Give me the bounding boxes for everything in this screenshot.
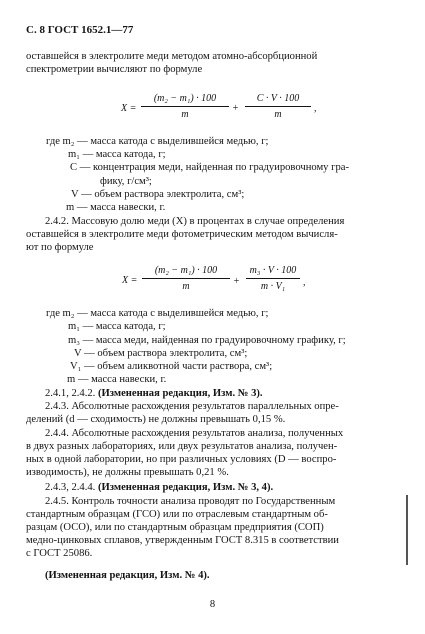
text-line: изводимость), не должны превышать 0,21 %. bbox=[26, 467, 229, 478]
amendment-label: (Измененная редакция, Изм. № 3, 4). bbox=[97, 482, 274, 493]
definition-item: V — объем раствора электролита, см³; bbox=[71, 189, 245, 200]
formula-denominator: m bbox=[274, 109, 282, 120]
text-line: 2.4.4. Абсолютные расхождения результатов анализа, полученных bbox=[45, 428, 344, 439]
page-number: 8 bbox=[209, 599, 216, 610]
formula-numerator: (m₂ − m₁) · 100 bbox=[153, 93, 217, 104]
formula-numerator: m₃ · V · 100 bbox=[249, 265, 297, 276]
formula-plus: + bbox=[233, 276, 240, 287]
text-line: делений (d — сходимость) не должны превышать 0,15 %. bbox=[26, 414, 286, 425]
text-line: медно-цинковых сплавов, утвержденным ГОСТ 8.315 в соответствии bbox=[26, 535, 339, 546]
formula-lhs: X = bbox=[122, 275, 138, 286]
page-header: С. 8 ГОСТ 1652.1—77 bbox=[26, 24, 134, 36]
paragraph-2-4-5 bbox=[26, 495, 402, 560]
formula-numerator: (m₂ − m₁) · 100 bbox=[154, 265, 218, 276]
definition-item: m₁ — масса катода, г; bbox=[68, 321, 166, 332]
formula-comma: , bbox=[314, 103, 317, 114]
formula-lhs: X = bbox=[121, 103, 137, 114]
text-line: ют по формуле bbox=[26, 242, 94, 253]
definition-item: m₁ — масса катода, г; bbox=[68, 149, 166, 160]
formula-comma: , bbox=[303, 277, 306, 288]
amendment-label: (Измененная редакция, Изм. № 3). bbox=[97, 388, 263, 399]
formula-numerator: C · V · 100 bbox=[256, 93, 300, 104]
text-line: спектрометрии вычисляют по формуле bbox=[26, 64, 203, 75]
amendment-note: (Измененная редакция, Изм. № 4). bbox=[45, 570, 210, 581]
text-line: 2.4.5. Контроль точности анализа проводят по Государственным bbox=[45, 496, 336, 507]
fraction-line bbox=[245, 106, 311, 107]
text-line: с ГОСТ 25086. bbox=[26, 548, 93, 559]
text-line: разцам (ОСО), или по стандартным образцам предприятия (СОП) bbox=[26, 522, 324, 533]
text-line: ных в одной лаборатории, но при различных условиях (D — воспро- bbox=[26, 454, 337, 465]
amendment-note bbox=[26, 481, 402, 494]
fraction-line bbox=[142, 278, 230, 279]
paragraph-intro bbox=[26, 50, 402, 76]
definition-item: где m₂ — масса катода с выделившейся медью, г; bbox=[46, 308, 269, 319]
definition-item: m — масса навески, г. bbox=[67, 374, 167, 385]
definition-item: m₃ — масса меди, найденная по градуировочному графику, г; bbox=[68, 335, 346, 346]
definition-item: C — концентрация меди, найденная по градуировочному гра- bbox=[70, 162, 349, 173]
text-line: 2.4.3. Абсолютные расхождения результатов параллельных опре- bbox=[45, 401, 339, 412]
revision-bar bbox=[406, 495, 408, 565]
section-reference: 2.4.3, 2.4.4. bbox=[45, 482, 96, 493]
amendment-note bbox=[26, 387, 402, 400]
definition-item: фику, г/см³; bbox=[100, 176, 152, 187]
definition-item: где m₂ — масса катода с выделившейся медью, г; bbox=[46, 136, 269, 147]
paragraph-2-4-2 bbox=[26, 215, 402, 254]
formula-denominator: m · V₁ bbox=[260, 281, 286, 292]
text-line: стандартным образцам (ГСО) или по отраслевым стандартным об- bbox=[26, 509, 328, 520]
definition-item: m — масса навески, г. bbox=[66, 202, 166, 213]
definition-item: V₁ — объем аликвотной части раствора, см³; bbox=[70, 361, 273, 372]
text-line: оставшейся в электролите меди методом атомно-абсорбционной bbox=[26, 51, 318, 62]
formula-denominator: m bbox=[182, 281, 190, 292]
section-reference: 2.4.1, 2.4.2. bbox=[45, 388, 96, 399]
fraction-line bbox=[141, 106, 229, 107]
paragraph-2-4-3 bbox=[26, 400, 402, 426]
paragraph-2-4-4 bbox=[26, 427, 402, 479]
text-line: оставшейся в электролите меди фотометрическим методом вычисля- bbox=[26, 229, 338, 240]
formula-plus: + bbox=[232, 103, 239, 114]
fraction-line bbox=[246, 278, 300, 279]
formula-denominator: m bbox=[181, 109, 189, 120]
text-line: в двух разных лабораториях, или двух результатов анализа, получен- bbox=[26, 441, 338, 452]
definition-item: V — объем раствора электролита, см³; bbox=[74, 348, 248, 359]
text-line: 2.4.2. Массовую долю меди (X) в процентах в случае определения bbox=[45, 216, 345, 227]
